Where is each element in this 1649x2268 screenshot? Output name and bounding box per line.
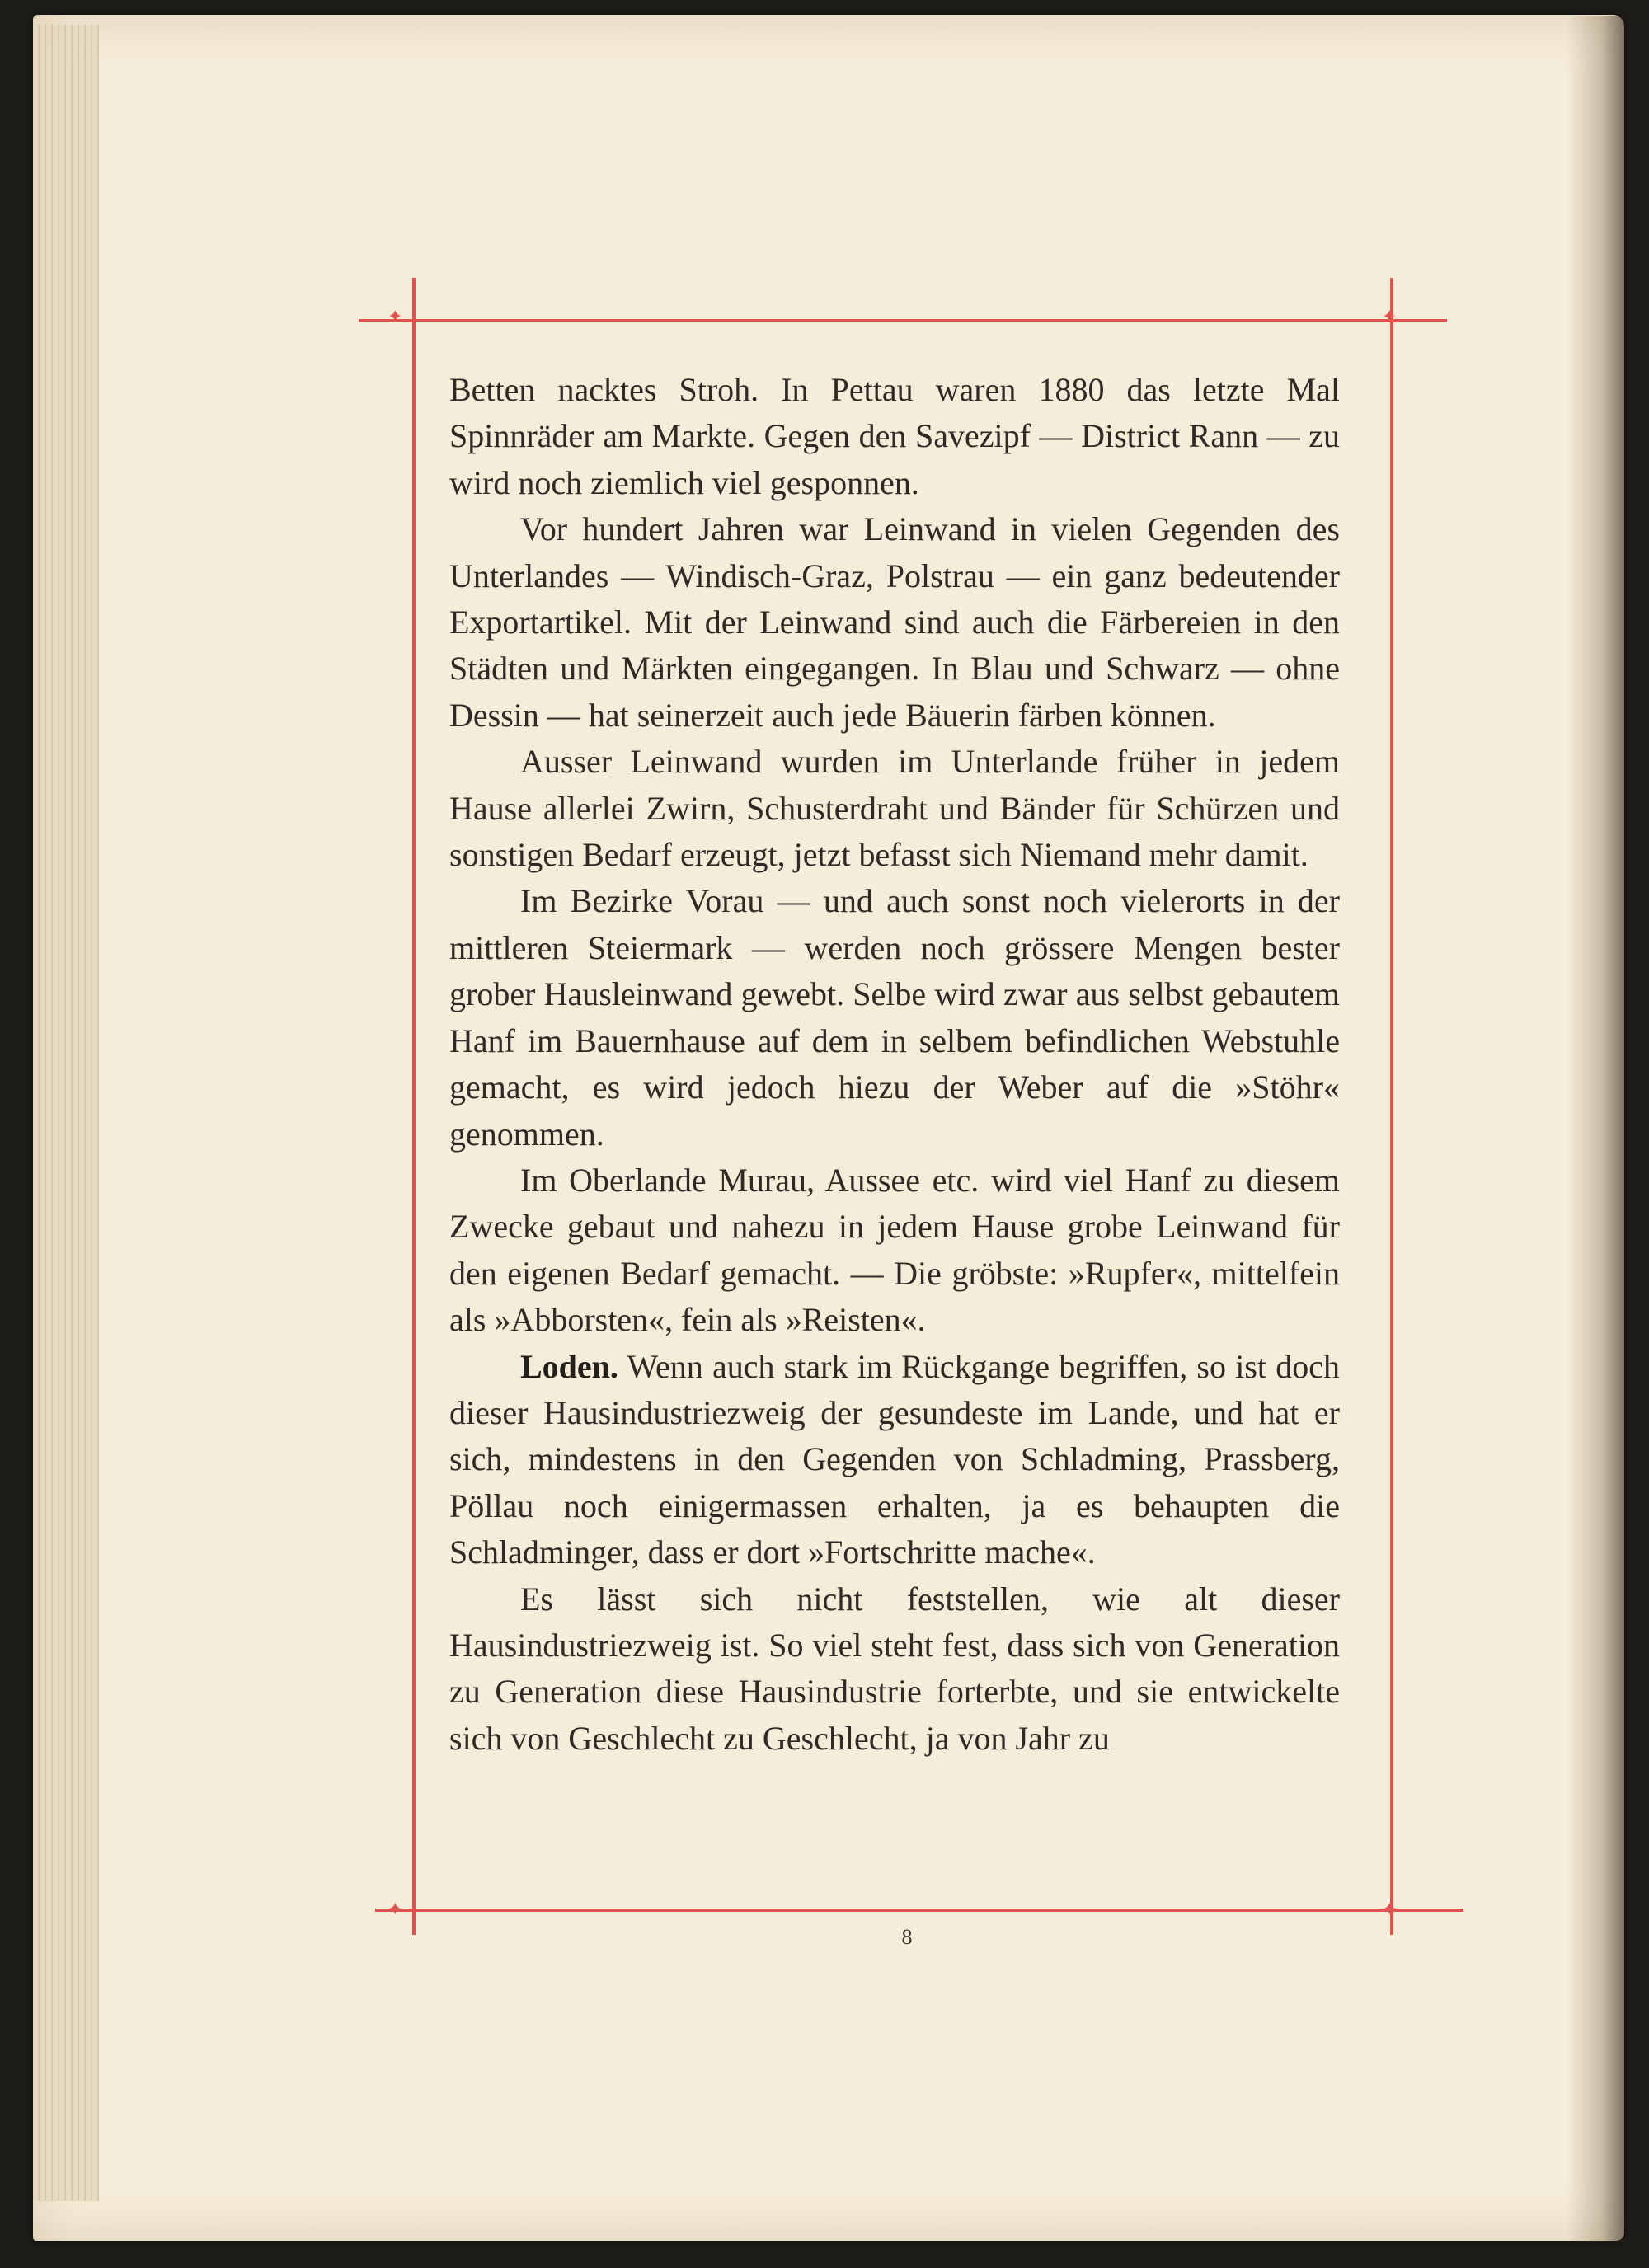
paragraph: Im Oberlande Murau, Aussee etc. wird viel Hanf zu diesem Zwecke gebaut und nahezu in jedem Hause grobe Leinwand für den eigenen Bedarf gemacht. — Die gröbste: »Rupfer«, mittelfein als »Abborsten«, fein als »Reisten«.: [449, 1161, 1340, 1339]
page-edges: [33, 25, 99, 2201]
frame-rule-left: [412, 278, 416, 1935]
page-number: 8: [901, 1925, 913, 1949]
frame-rule-bottom: [375, 1909, 1463, 1912]
frame-rule-right: [1390, 278, 1393, 1935]
frame-rule-top: [359, 319, 1447, 322]
body-text: [449, 367, 1340, 1762]
corner-ornament-icon: ✦: [1382, 306, 1398, 326]
book-gutter: [1567, 16, 1624, 2242]
corner-ornament-icon: ✦: [1382, 1899, 1398, 1919]
paragraph-loden: Loden. Wenn auch stark im Rückgange begriffen, so ist doch dieser Hausindustriezweig der gesundeste im Lande, und hat er sich, mindestens in den Gegenden von Schladming, Prassberg, Pöllau noch einigermassen erhalten, ja es behaupten die Schladminger, dass er dort »Fortschritte mache«.: [449, 1347, 1340, 1571]
paragraph: Im Bezirke Vorau — und auch sonst noch vielerorts in der mittleren Steiermark — werden noch grössere Mengen bester grober Hausleinwand gewebt. Selbe wird zwar aus selbst gebautem Hanf im Bauernhause auf dem in selbem befindlichen Webstuhle gemacht, es wird jedoch hiezu der Weber auf die »Stöhr« genommen.: [449, 882, 1340, 1153]
paragraph: Vor hundert Jahren war Leinwand in vielen Gegenden des Unterlandes — Windisch-Graz, Polstrau — ein ganz bedeutender Exportartikel. Mit der Leinwand sind auch die Färbereien in den Städten und Märkten eingegangen. In Blau und Schwarz — ohne Dessin — hat seinerzeit auch jede Bäuerin färben können.: [449, 510, 1340, 734]
paragraph: Ausser Leinwand wurden im Unterlande früher in jedem Hause allerlei Zwirn, Schusterdraht und Bänder für Schürzen und sonstigen Bedarf erzeugt, jetzt befasst sich Niemand mehr damit.: [449, 743, 1340, 874]
paragraph: Es lässt sich nicht feststellen, wie alt dieser Hausindustriezweig ist. So viel steht fest, dass sich von Generation zu Generation diese Hausindustrie forterbte, und sie entwickelte sich von Geschlecht zu Geschlecht, ja von Jahr zu: [449, 1580, 1340, 1757]
corner-ornament-icon: ✦: [388, 1899, 403, 1919]
section-lead-word: Loden.: [520, 1347, 618, 1385]
paragraph: Betten nacktes Stroh. In Pettau waren 1880 das letzte Mal Spinnräder am Markte. Gegen den Savezipf — District Rann — zu wird noch ziemlich viel gesponnen.: [449, 371, 1340, 501]
corner-ornament-icon: ✦: [388, 306, 403, 326]
